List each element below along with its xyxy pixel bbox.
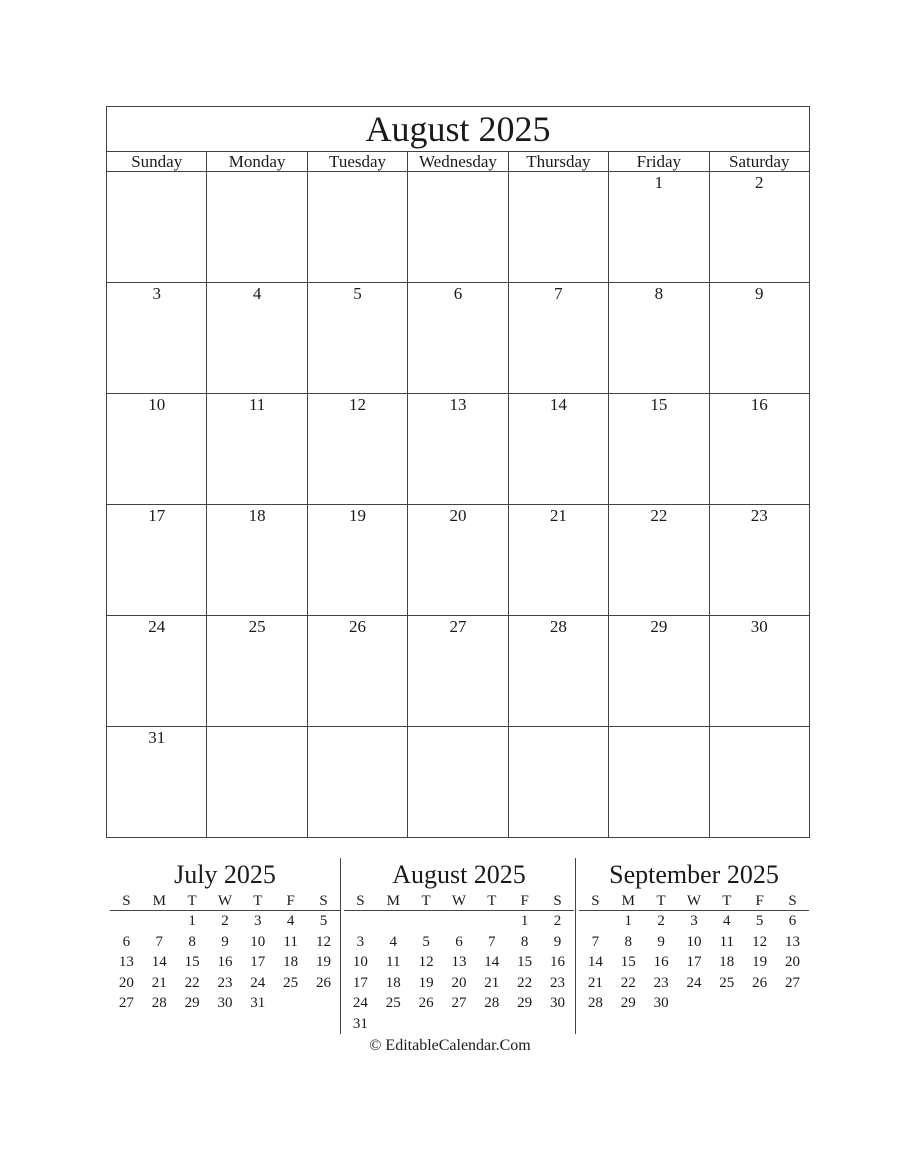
mini-day: 30 (653, 995, 669, 1011)
weekday-header-row (107, 152, 810, 172)
week-row (107, 172, 810, 283)
mini-day: 3 (254, 913, 262, 929)
day-cell: 19 (307, 505, 407, 616)
mini-day: 20 (451, 974, 467, 991)
mini-week-row (579, 973, 809, 994)
mini-week-row (344, 911, 574, 932)
mini-day: 23 (550, 974, 566, 991)
mini-day (678, 993, 711, 1014)
weekday-friday: Friday (609, 152, 709, 172)
mini-day: 24 (686, 974, 702, 991)
mini-day: 17 (250, 954, 266, 970)
mini-day: 11 (283, 933, 298, 950)
mini-day: 9 (553, 933, 562, 950)
week-row (107, 394, 810, 505)
mini-week-row (344, 932, 574, 953)
mini-weekday: M (377, 892, 410, 911)
mini-day: 15 (517, 954, 533, 970)
mini-day: 15 (620, 954, 636, 970)
mini-week-row (110, 932, 340, 953)
mini-calendar-title: August 2025 (392, 860, 526, 889)
mini-weekday: M (612, 892, 645, 911)
day-cell: 28 (508, 616, 608, 727)
day-cell: 18 (207, 505, 307, 616)
mini-day: 2 (657, 913, 665, 929)
mini-day: 23 (217, 974, 233, 991)
mini-day: 7 (591, 933, 600, 950)
mini-weekday: T (475, 892, 508, 911)
day-cell (709, 727, 809, 838)
day-cell (508, 172, 608, 283)
mini-day: 10 (250, 933, 266, 950)
mini-day: 1 (520, 913, 529, 929)
weekday-saturday: Saturday (709, 152, 809, 172)
day-cell (307, 172, 407, 283)
mini-day: 11 (386, 954, 401, 970)
weekday-monday: Monday (207, 152, 307, 172)
mini-day (776, 993, 809, 1014)
weekday-wednesday: Wednesday (408, 152, 508, 172)
mini-day (307, 993, 340, 1014)
mini-day (743, 993, 776, 1014)
mini-day: 19 (418, 974, 434, 991)
day-cell: 1 (609, 172, 709, 283)
mini-day: 18 (385, 974, 401, 991)
mini-day: 19 (752, 954, 768, 970)
mini-day: 6 (788, 913, 797, 929)
mini-week-row (344, 973, 574, 994)
day-cell (207, 172, 307, 283)
mini-day: 13 (118, 954, 134, 970)
day-cell: 7 (508, 283, 608, 394)
mini-day: 21 (151, 974, 167, 991)
mini-day: 15 (184, 954, 200, 970)
day-cell: 10 (107, 394, 207, 505)
week-row (107, 505, 810, 616)
mini-day: 8 (188, 933, 196, 950)
mini-day: 25 (385, 995, 401, 1011)
mini-calendar-july (110, 858, 340, 1014)
day-cell (307, 727, 407, 838)
mini-day (475, 1014, 508, 1035)
mini-day: 5 (319, 913, 328, 929)
day-cell: 11 (207, 394, 307, 505)
day-cell: 27 (408, 616, 508, 727)
day-cell: 24 (107, 616, 207, 727)
mini-weekday: F (743, 892, 776, 911)
mini-day: 9 (221, 933, 229, 950)
mini-weekday: S (307, 892, 340, 911)
mini-calendar-title: July 2025 (174, 860, 276, 889)
day-cell: 14 (508, 394, 608, 505)
mini-day: 14 (587, 954, 603, 970)
mini-divider (575, 858, 576, 1034)
mini-day (143, 911, 176, 932)
month-calendar (106, 106, 810, 838)
mini-day: 16 (550, 954, 566, 970)
mini-day: 20 (118, 974, 134, 991)
mini-day: 27 (785, 974, 801, 991)
mini-divider (340, 858, 341, 1034)
mini-weekday: W (443, 892, 476, 911)
mini-day (110, 911, 143, 932)
mini-day: 22 (620, 974, 636, 991)
mini-day (410, 911, 443, 932)
mini-day: 29 (620, 995, 636, 1011)
weekday-tuesday: Tuesday (307, 152, 407, 172)
mini-day (579, 911, 612, 932)
mini-day: 7 (488, 933, 496, 950)
day-cell (408, 172, 508, 283)
mini-day: 27 (118, 995, 134, 1011)
mini-weekday: F (274, 892, 307, 911)
mini-day (475, 911, 508, 932)
day-cell (508, 727, 608, 838)
mini-day: 1 (624, 913, 633, 929)
mini-day: 21 (484, 974, 500, 991)
mini-day (443, 911, 476, 932)
week-row (107, 616, 810, 727)
mini-week-row (110, 952, 340, 973)
day-cell (609, 727, 709, 838)
mini-day: 13 (785, 933, 801, 950)
mini-weekday: W (678, 892, 711, 911)
mini-day (410, 1014, 443, 1035)
mini-day: 16 (217, 954, 233, 970)
mini-day: 4 (286, 913, 295, 929)
mini-week-row (344, 952, 574, 973)
mini-day: 25 (719, 974, 735, 991)
mini-day (443, 1014, 476, 1035)
day-cell: 6 (408, 283, 508, 394)
mini-week-row (110, 993, 340, 1014)
day-cell (207, 727, 307, 838)
mini-day: 14 (484, 954, 500, 970)
day-cell: 16 (709, 394, 809, 505)
mini-weekday: W (209, 892, 242, 911)
day-cell: 22 (609, 505, 709, 616)
mini-day: 8 (520, 933, 529, 950)
mini-week-row (344, 993, 574, 1014)
weekday-thursday: Thursday (508, 152, 608, 172)
mini-day: 2 (221, 913, 229, 929)
mini-day: 22 (517, 974, 533, 991)
mini-day: 9 (657, 933, 665, 950)
mini-day: 30 (550, 995, 566, 1011)
mini-calendar-title: September 2025 (609, 860, 779, 889)
mini-calendar-august (344, 858, 574, 1034)
mini-week-row (110, 973, 340, 994)
mini-day: 16 (653, 954, 669, 970)
mini-day: 27 (451, 995, 467, 1011)
week-row (107, 283, 810, 394)
mini-day: 18 (283, 954, 299, 970)
mini-day: 18 (719, 954, 735, 970)
mini-day: 12 (316, 933, 332, 950)
mini-weekday: T (710, 892, 743, 911)
mini-day (377, 1014, 410, 1035)
mini-day (344, 911, 377, 932)
mini-day: 21 (587, 974, 603, 991)
mini-day: 24 (352, 995, 368, 1011)
mini-day: 31 (250, 995, 266, 1011)
mini-day: 28 (484, 995, 500, 1011)
mini-weekday: S (541, 892, 574, 911)
day-cell: 12 (307, 394, 407, 505)
mini-day: 25 (283, 974, 299, 991)
mini-day: 5 (755, 913, 764, 929)
day-cell: 20 (408, 505, 508, 616)
mini-week-row (579, 993, 809, 1014)
day-cell: 26 (307, 616, 407, 727)
mini-day: 26 (418, 995, 434, 1011)
mini-day: 3 (356, 933, 365, 950)
mini-day: 29 (517, 995, 533, 1011)
week-row (107, 727, 810, 838)
mini-day: 3 (690, 913, 698, 929)
day-cell: 3 (107, 283, 207, 394)
mini-week-row (579, 911, 809, 932)
mini-day: 11 (719, 933, 735, 950)
mini-day: 12 (752, 933, 768, 950)
day-cell: 2 (709, 172, 809, 283)
mini-weekday: F (508, 892, 541, 911)
mini-week-row (579, 932, 809, 953)
day-cell: 15 (609, 394, 709, 505)
mini-weekday: M (143, 892, 176, 911)
mini-day: 28 (151, 995, 167, 1011)
mini-weekday: S (110, 892, 143, 911)
day-cell (408, 727, 508, 838)
mini-weekday-row (110, 892, 340, 911)
weekday-sunday: Sunday (107, 152, 207, 172)
mini-weekday: T (410, 892, 443, 911)
mini-day (710, 993, 743, 1014)
day-cell: 25 (207, 616, 307, 727)
mini-week-row (344, 1014, 574, 1035)
mini-weekday: T (241, 892, 274, 911)
day-cell: 13 (408, 394, 508, 505)
day-cell: 23 (709, 505, 809, 616)
day-cell: 29 (609, 616, 709, 727)
mini-day: 29 (184, 995, 200, 1011)
copyright-footer: © EditableCalendar.Com (369, 1037, 531, 1054)
mini-day: 1 (188, 913, 196, 929)
mini-day (274, 993, 307, 1014)
mini-day: 7 (155, 933, 164, 950)
mini-week-row (110, 911, 340, 932)
mini-day: 22 (184, 974, 200, 991)
mini-day: 20 (785, 954, 801, 970)
day-cell: 5 (307, 283, 407, 394)
day-cell: 30 (709, 616, 809, 727)
mini-day: 24 (250, 974, 266, 991)
mini-day: 31 (352, 1015, 368, 1032)
mini-weekday-row (579, 892, 809, 911)
mini-calendar-september (579, 858, 809, 1014)
mini-weekday: S (776, 892, 809, 911)
day-cell: 8 (609, 283, 709, 394)
mini-day (377, 911, 410, 932)
mini-day: 23 (653, 974, 669, 991)
mini-day: 10 (352, 954, 368, 970)
day-cell: 9 (709, 283, 809, 394)
mini-week-row (579, 952, 809, 973)
mini-day: 30 (217, 995, 233, 1011)
day-cell: 21 (508, 505, 608, 616)
day-cell: 4 (207, 283, 307, 394)
mini-day (508, 1014, 541, 1035)
mini-day: 10 (686, 933, 702, 950)
mini-day: 17 (352, 974, 368, 991)
calendar-title: August 2025 (107, 107, 810, 152)
mini-day: 8 (624, 933, 633, 950)
mini-day: 6 (122, 933, 131, 950)
mini-day: 13 (451, 954, 467, 970)
mini-day: 14 (151, 954, 167, 970)
mini-weekday: T (645, 892, 678, 911)
mini-day: 2 (553, 913, 562, 929)
day-cell (107, 172, 207, 283)
mini-weekday: T (176, 892, 209, 911)
day-cell: 17 (107, 505, 207, 616)
mini-weekday-row (344, 892, 574, 911)
mini-weekday: S (344, 892, 377, 911)
day-cell: 31 (107, 727, 207, 838)
mini-day: 12 (418, 954, 434, 970)
mini-day: 4 (389, 933, 398, 950)
mini-day (541, 1014, 574, 1035)
mini-day: 19 (316, 954, 332, 970)
mini-day: 17 (686, 954, 702, 970)
mini-weekday: S (579, 892, 612, 911)
mini-day: 4 (723, 913, 731, 929)
mini-day: 5 (422, 933, 430, 950)
mini-day: 6 (455, 933, 463, 950)
mini-day: 26 (316, 974, 332, 991)
mini-day: 28 (587, 995, 603, 1011)
mini-day: 26 (752, 974, 768, 991)
